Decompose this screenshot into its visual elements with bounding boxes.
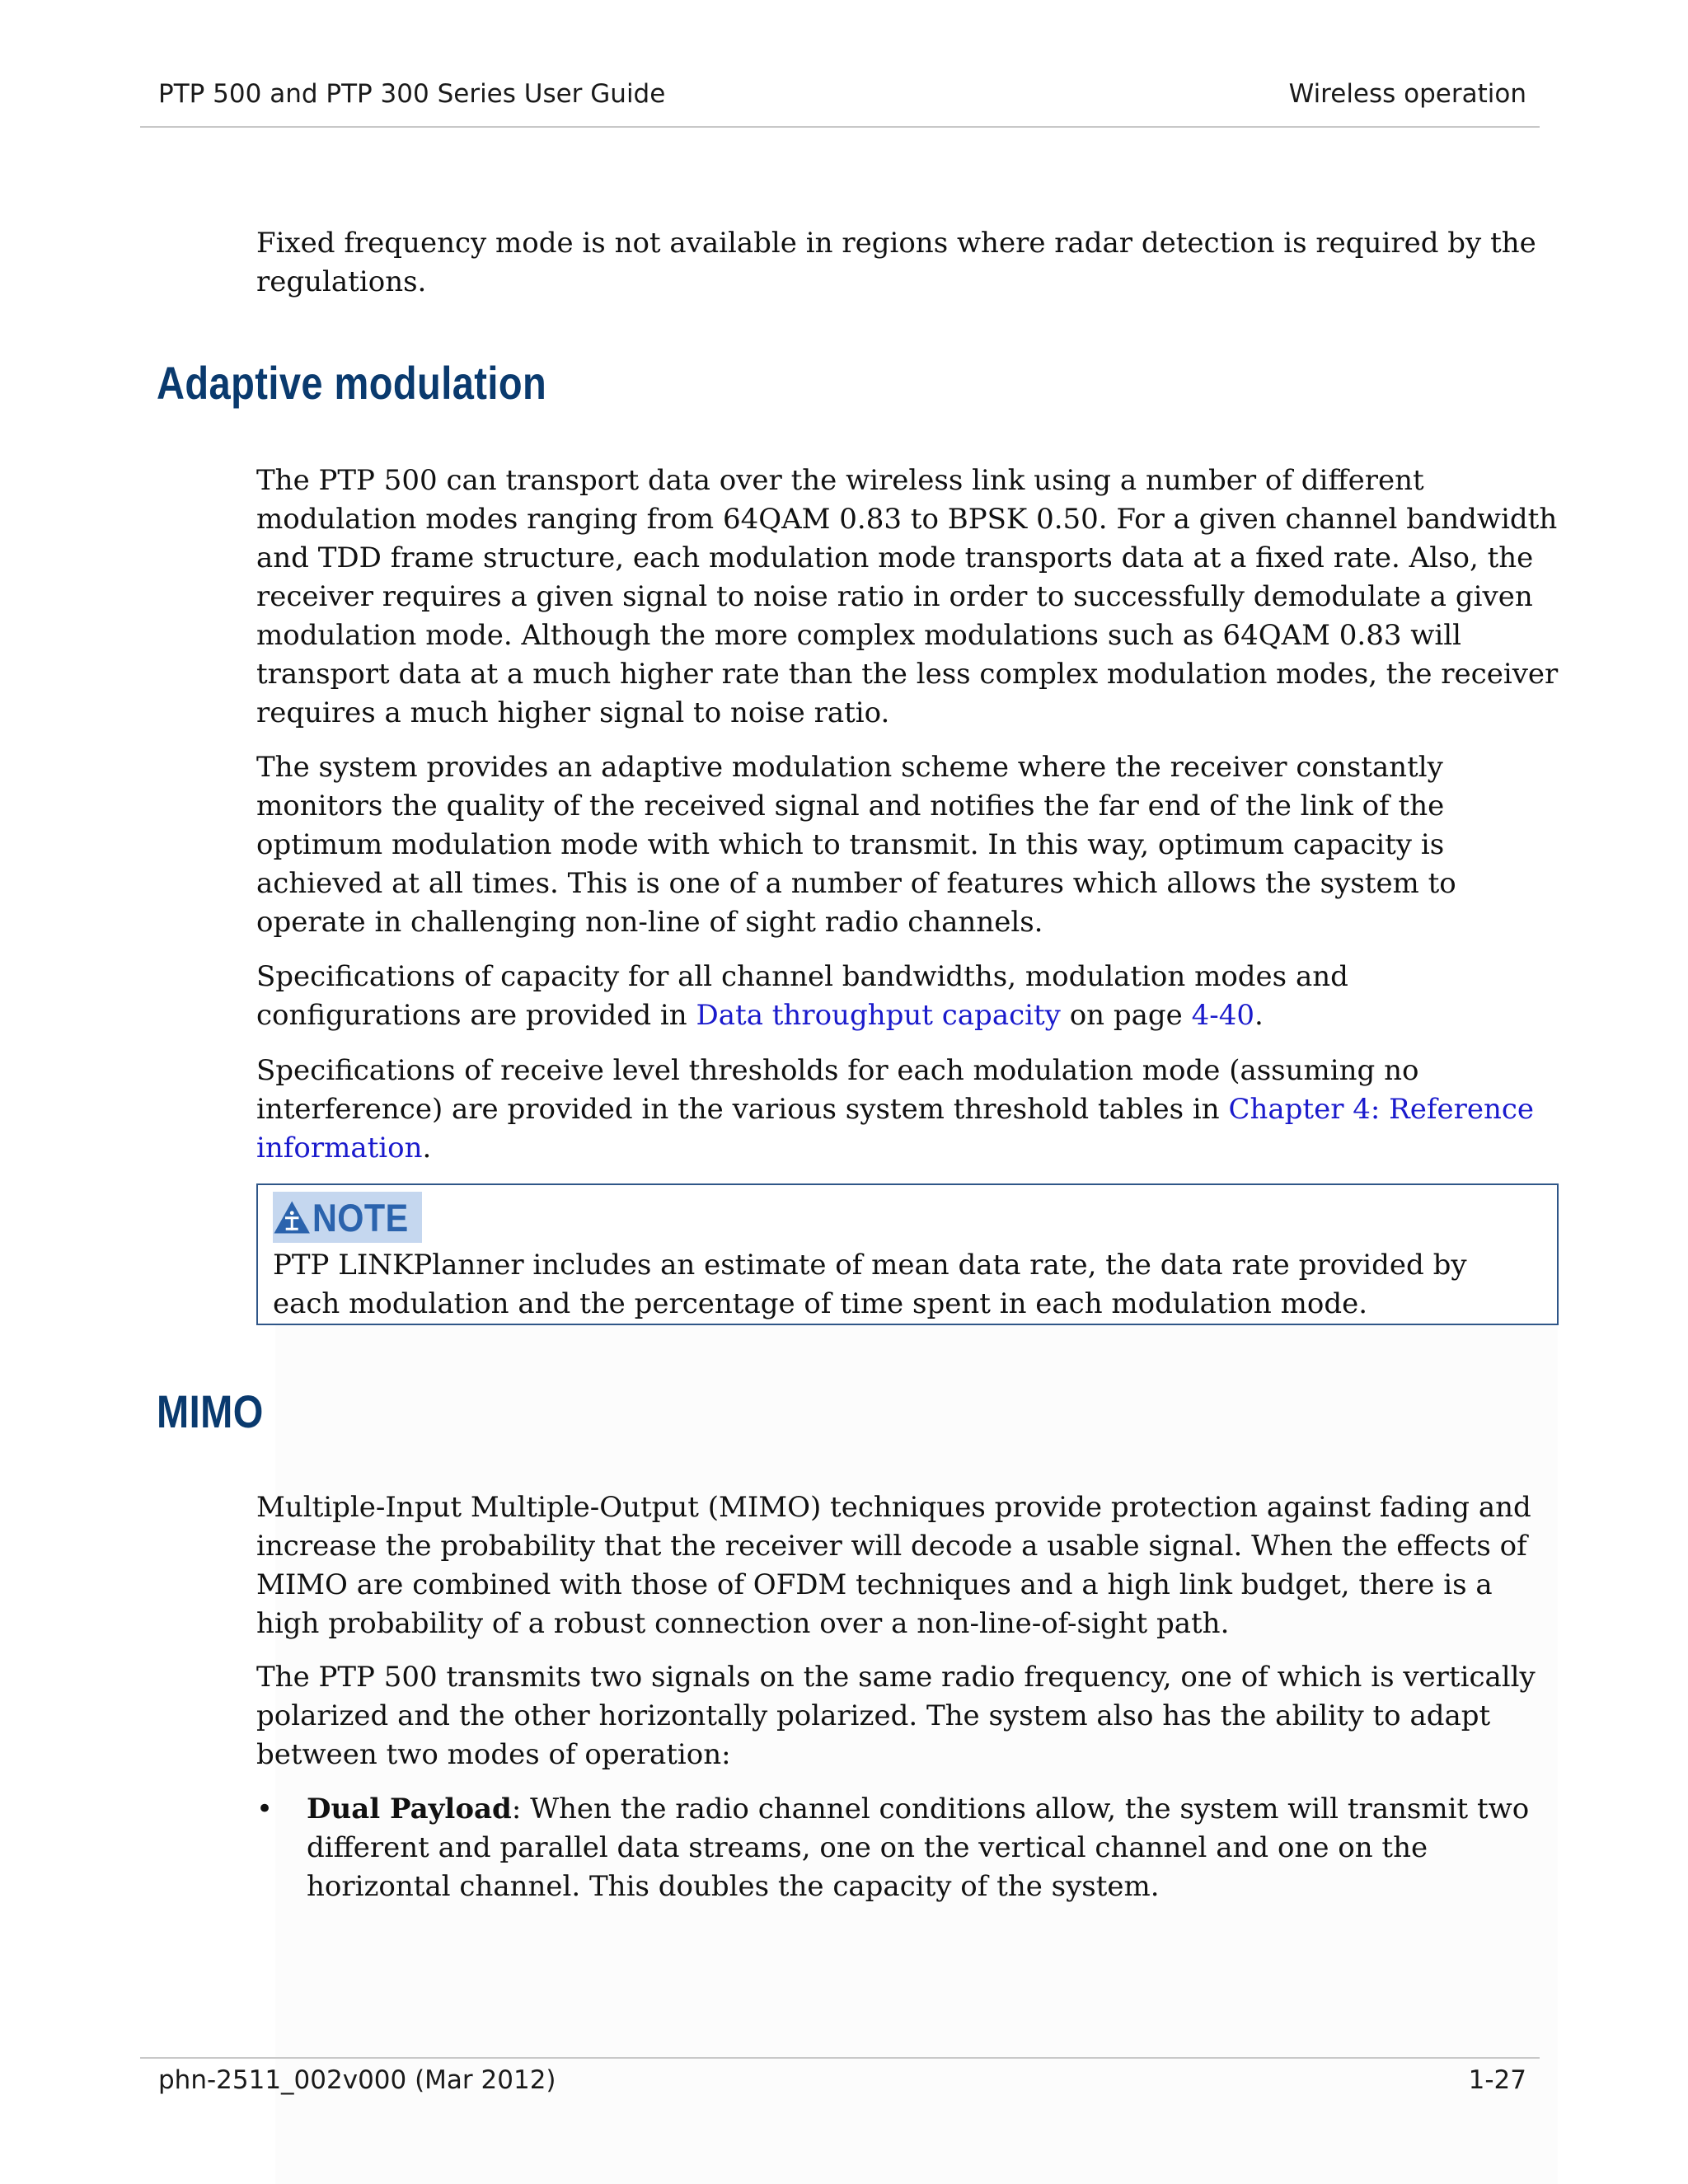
chapter-4-reference-link[interactable]: Chapter 4: Reference information — [256, 1093, 1535, 1165]
adaptive-paragraph-3 — [256, 958, 1559, 1035]
bullet-term: Dual Payload — [307, 1793, 512, 1825]
footer-doc-id: phn-2511_002v000 (Mar 2012) — [158, 2065, 556, 2095]
page-4-40-link[interactable]: 4-40 — [1191, 999, 1254, 1032]
para3-text-after: . — [1254, 999, 1264, 1032]
page-header — [158, 79, 1526, 112]
header-title: PTP 500 and PTP 300 Series User Guide — [158, 79, 666, 109]
note-word: NOTE — [312, 1195, 410, 1240]
adaptive-paragraph-1: The PTP 500 can transport data over the wireless link using a number of different modulation modes ranging from 64QAM 0.83 to BPSK 0.50. For a given channel bandwidth and TDD frame structure, each modulation mode transports data at a fixed rate. Also, the receiver requires a given signal to noise ratio in order to successfully demodulate a given modulation mode. Although the more complex modulations such as 64QAM 0.83 will transport data at a much higher rate than the less complex modulation modes, the receiver requires a much higher signal to noise ratio. — [256, 464, 1559, 729]
adaptive-paragraph-4 — [256, 1052, 1559, 1168]
mimo-heading: MIMO — [157, 1385, 264, 1437]
data-throughput-capacity-link[interactable]: Data throughput capacity — [696, 999, 1061, 1032]
bullet-marker: • — [256, 1793, 274, 1825]
page-number: 1-27 — [1468, 2065, 1526, 2095]
note-box — [256, 1183, 1559, 1325]
para3-text-middle: on page — [1060, 999, 1192, 1032]
para3-text-before: Specifications of capacity for all channel bandwidths, modulation modes and configurations are provided in — [256, 960, 1348, 1032]
para4-text-after: . — [422, 1132, 432, 1165]
footer-rule — [140, 2057, 1540, 2059]
adaptive-modulation-heading: Adaptive modulation — [157, 357, 547, 409]
para4-text-before: Specifications of receive level thresholds for each modulation mode (assuming no interference) are provided in the various system threshold tables in — [256, 1054, 1419, 1126]
header-rule — [140, 126, 1540, 128]
bullet-text — [307, 1790, 1559, 1906]
bullet-description: : When the radio channel conditions allow, the system will transmit two different and parallel data streams, one on the vertical channel and one on the horizontal channel. This doubles the capacity of the system. — [307, 1793, 1530, 1903]
note-text: PTP LINKPlanner includes an estimate of mean data rate, the data rate provided by each modulation and the percentage of time spent in each modulation mode. — [273, 1249, 1467, 1320]
adaptive-paragraph-2: The system provides an adaptive modulation scheme where the receiver constantly monitors the quality of the received signal and notifies the far end of the link of the optimum modulation mode with which to transmit. In this way, optimum capacity is achieved at all times. This is one of a number of features which allows the system to operate in challenging non-line of sight radio channels. — [256, 751, 1456, 939]
mimo-paragraph-2: The PTP 500 transmits two signals on the same radio frequency, one of which is vertically polarized and the other horizontally polarized. The system also has the ability to adapt between two modes of operation: — [256, 1661, 1536, 1771]
intro-paragraph: Fixed frequency mode is not available in regions where radar detection is required by the regulations. — [256, 227, 1536, 298]
page-footer — [158, 2065, 1526, 2098]
note-warning-icon — [273, 1193, 311, 1241]
header-section: Wireless operation — [1288, 79, 1526, 109]
note-label — [273, 1192, 422, 1243]
mimo-paragraph-1: Multiple-Input Multiple-Output (MIMO) techniques provide protection against fading and increase the probability that the receiver will decode a usable signal. When the effects of MIMO are combined with those of OFDM techniques and a high link budget, there is a high probability of a robust connection over a non-line-of-sight path. — [256, 1491, 1531, 1640]
